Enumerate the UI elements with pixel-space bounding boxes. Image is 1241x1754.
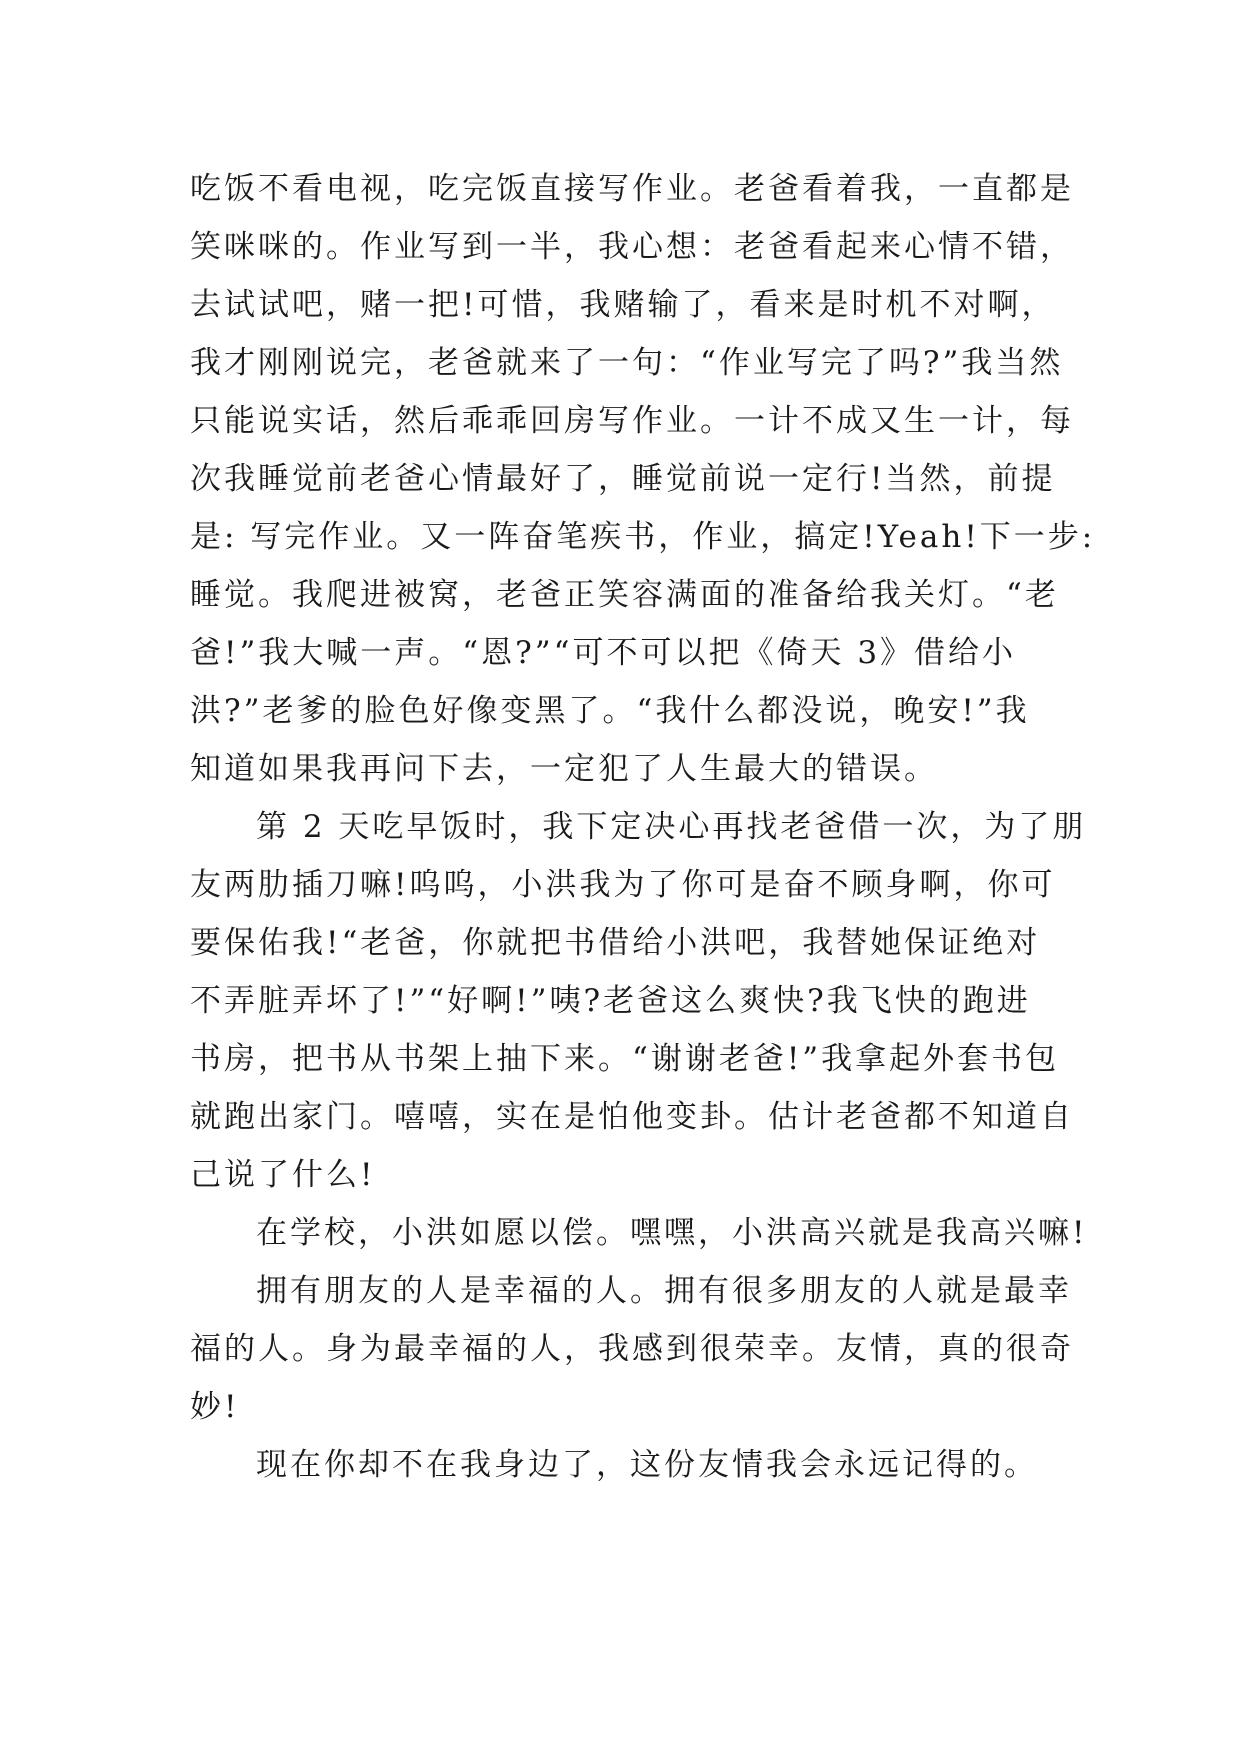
text-line: 就跑出家门。嘻嘻，实在是怕他变卦。估计老爸都不知道自 <box>190 1099 1074 1135</box>
text-line: 爸!”我大喊一声。“恩?”“可不可以把《倚天 3》借给小 <box>190 635 1017 671</box>
text-line: 书房，把书从书架上抽下来。“谢谢老爸!”我拿起外套书包 <box>190 1041 1060 1077</box>
text-line: 笑咪咪的。作业写到一半，我心想：老爸看起来心情不错， <box>190 229 1074 265</box>
text-line: 去试试吧，赌一把!可惜，我赌输了，看来是时机不对啊， <box>190 287 1056 323</box>
text-line: 我才刚刚说完，老爸就来了一句：“作业写完了吗?”我当然 <box>190 345 1064 381</box>
text-line: 次我睡觉前老爸心情最好了，睡觉前说一定行!当然，前提 <box>190 461 1056 497</box>
paragraph-start-line: 第 2 天吃早饭时，我下定决心再找老爸借一次，为了朋 <box>256 809 1087 845</box>
text-line: 是: 写完作业。又一阵奋笔疾书，作业，搞定!Yeah!下一步: <box>190 519 1096 555</box>
paragraph-start-line: 拥有朋友的人是幸福的人。拥有很多朋友的人就是最幸 <box>256 1273 1072 1309</box>
text-line: 妙! <box>190 1389 240 1425</box>
paragraph-start-line: 在学校，小洪如愿以偿。嘿嘿，小洪高兴就是我高兴嘛! <box>256 1215 1088 1251</box>
text-line: 己说了什么! <box>190 1157 376 1193</box>
text-line: 洪?”老爹的脸色好像变黑了。“我什么都没说，晚安!”我 <box>190 693 1030 729</box>
document-body <box>190 160 1096 1494</box>
text-line: 福的人。身为最幸福的人，我感到很荣幸。友情，真的很奇 <box>190 1331 1074 1367</box>
text-line: 不弄脏弄坏了!”“好啊!”咦?老爸这么爽快?我飞快的跑进 <box>190 983 1031 1019</box>
text-line: 吃饭不看电视，吃完饭直接写作业。老爸看着我，一直都是 <box>190 171 1074 207</box>
text-line: 睡觉。我爬进被窝，老爸正笑容满面的准备给我关灯。“老 <box>190 577 1059 613</box>
text-line: 要保佑我!“老爸，你就把书借给小洪吧，我替她保证绝对 <box>190 925 1041 961</box>
text-line: 只能说实话，然后乖乖回房写作业。一计不成又生一计，每 <box>190 403 1074 439</box>
text-line: 知道如果我再问下去，一定犯了人生最大的错误。 <box>190 751 938 787</box>
text-line: 友两肋插刀嘛!呜呜，小洪我为了你可是奋不顾身啊，你可 <box>190 867 1056 903</box>
paragraph-start-line: 现在你却不在我身边了，这份友情我会永远记得的。 <box>256 1447 1038 1483</box>
